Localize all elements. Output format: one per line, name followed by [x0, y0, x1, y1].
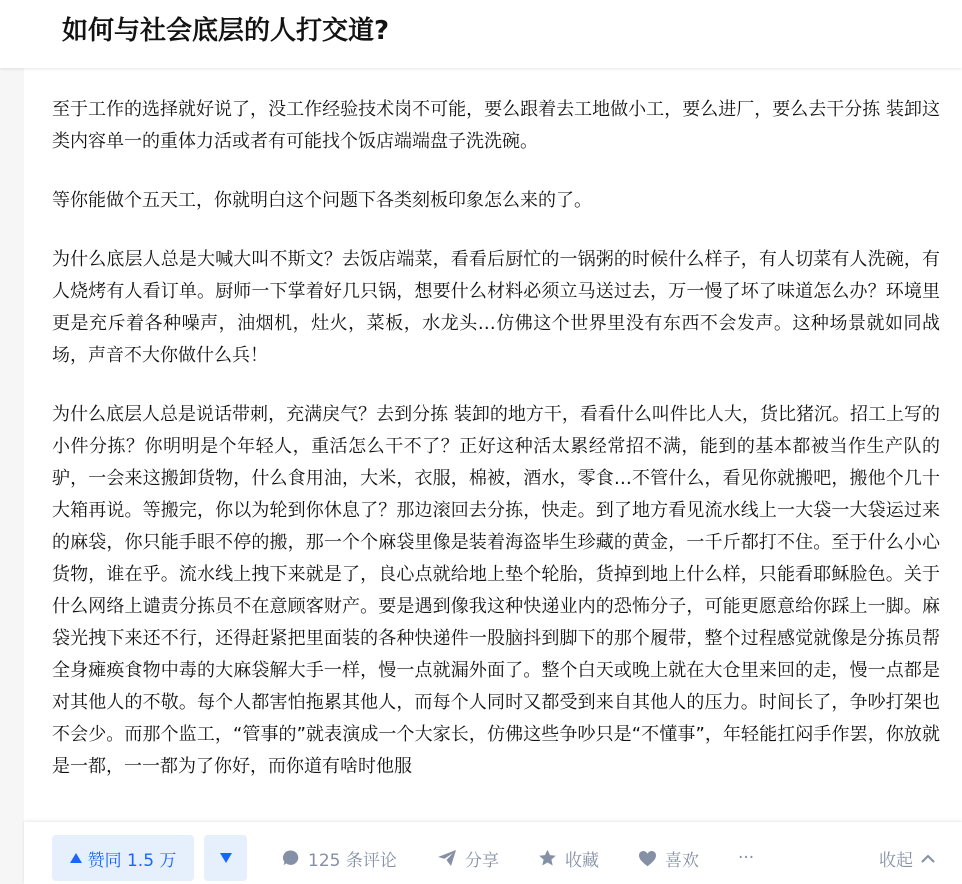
star-icon [538, 849, 557, 867]
comments-label: 125 条评论 [308, 850, 397, 871]
question-header [0, 0, 962, 68]
answer-content [52, 94, 940, 810]
comment-bubble-icon [282, 849, 300, 867]
question-title[interactable]: 如何与社会底层的人打交道? [62, 16, 390, 46]
answer-paragraph-4: 为什么底层人总是说话带刺，充满戾气？去到分拣 装卸的地方干，看看什么叫件比人大，货比猪沉。招工上写的小件分拣？你明明是个年轻人，重活怎么干不了？正好这种活太累经常招不满，能到的基本都被当作生产队的驴，一会来这搬卸货物，什么食用油，大米，衣服，棉被，酒水，零食…不管什么，看见你就搬吧，搬他个几十大箱再说。等搬完，你以为轮到你休息了？那边滚回去分拣，快走。到了地方看见流水线上一大袋一大袋运过来的麻袋，你只能手眼不停的搬，那一个个麻袋里像是装着海盗毕生珍藏的黄金，一千斤都打不住。至于什么小心货物，谁在乎。流水线上拽下来就是了，良心点就给地上垫个轮胎，货掉到地上什么样，只能看耶稣脸色。关于什么网络上谴责分拣员不在意顾客财产。要是遇到像我这种快递业内的恐怖分子，可能更愿意给你踩上一脚。麻袋光拽下来还不行，还得赶紧把里面装的各种快递件一股脑抖到脚下的那个履带，整个过程感觉就像是分拣员帮全身瘫痪食物中毒的大麻袋解大手一样，慢一点就漏外面了。整个白天或晚上就在大仓里来回的走，慢一点都是对其他人的不敬。每个人都害怕拖累其他人，而每个人同时又都受到来自其他人的压力。时间长了，争吵打架也不会少。而那个监工，“管事的”就表演成一个大家长，仿佛这些争吵只是“不懂事”，年轻能扛闷手作罢，你放就是一都，一一都为了你好，而你道有啥时他服 [52, 404, 940, 777]
share-label: 分享 [465, 850, 499, 871]
like-button[interactable] [638, 835, 699, 881]
downvote-button[interactable] [204, 835, 247, 881]
paper-plane-icon [437, 849, 457, 867]
comments-button[interactable] [282, 835, 397, 881]
upvote-label: 赞同 1.5 万 [87, 850, 177, 871]
more-dots-icon: ··· [738, 848, 755, 868]
answer-paragraph-1: 至于工作的选择就好说了，没工作经验技术岗不可能，要么跟着去工地做小工，要么进厂，要么去干分拣 装卸这类内容单一的重体力活或者有可能找个饭店端端盘子洗洗碗。 [52, 99, 940, 152]
answer-action-bar [24, 822, 962, 884]
share-button[interactable] [437, 835, 499, 881]
triangle-down-icon [220, 853, 232, 863]
heart-icon [638, 850, 657, 867]
collapse-button[interactable] [879, 835, 935, 881]
more-button[interactable] [738, 835, 754, 881]
upvote-button[interactable] [52, 835, 194, 881]
triangle-up-icon [70, 853, 82, 863]
page-gutter [0, 68, 24, 884]
answer-card [24, 68, 962, 884]
chevron-up-icon [921, 854, 935, 863]
favorite-button[interactable] [538, 835, 599, 881]
answer-paragraph-3: 为什么底层人总是大喊大叫不斯文？去饭店端菜，看看后厨忙的一锅粥的时候什么样子，有人切菜有人洗碗，有人烧烤有人看订单。厨师一下掌着好几只锅，想要什么材料必须立马送过去，万一慢了坏了味道怎么办？环境里更是充斥着各种噪声，油烟机，灶火，菜板，水龙头…仿佛这个世界里没有东西不会发声。这种场景就如同战场，声音不大你做什么兵！ [52, 249, 940, 366]
answer-paragraph-2: 等你能做个五天工，你就明白这个问题下各类刻板印象怎么来的了。 [52, 190, 592, 211]
content-fade [24, 811, 962, 821]
like-label: 喜欢 [665, 850, 699, 871]
favorite-label: 收藏 [565, 850, 599, 871]
collapse-label: 收起 [879, 850, 913, 871]
